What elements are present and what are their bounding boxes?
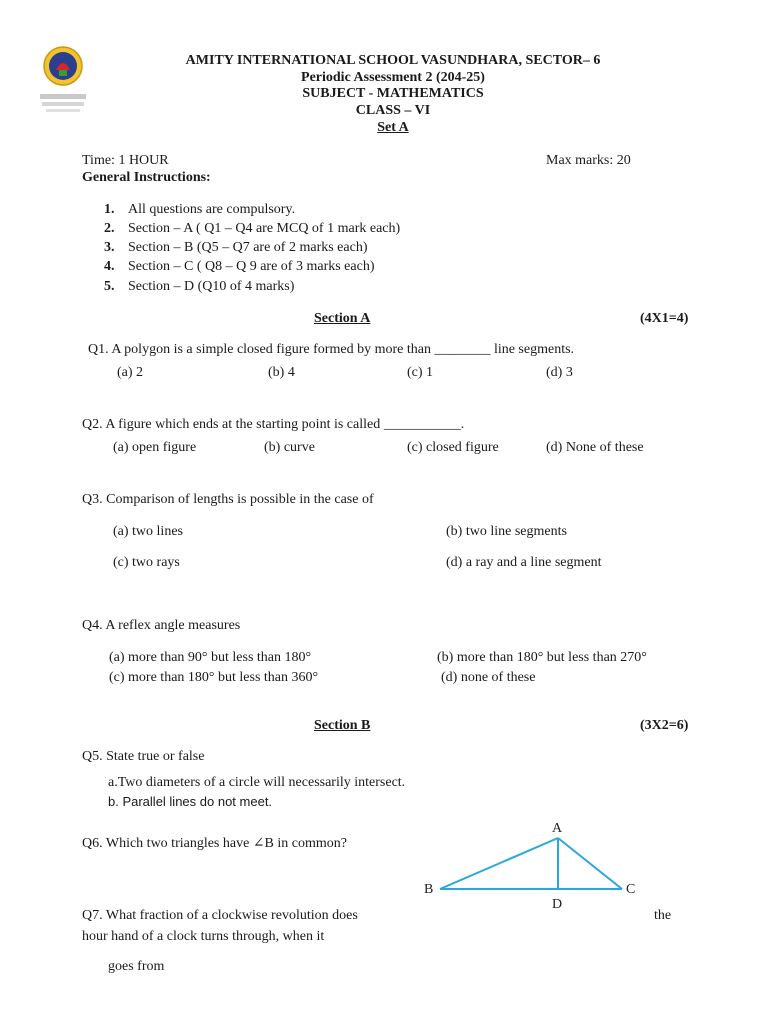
statement-b: b. Parallel lines do not meet. bbox=[108, 794, 273, 809]
question-7-line-1: Q7. What fraction of a clockwise revolution does bbox=[82, 908, 358, 923]
option: (b) two line segments bbox=[446, 524, 567, 539]
vertex-label-d: D bbox=[552, 897, 563, 912]
list-item: All questions are compulsory. bbox=[128, 202, 296, 217]
option: (c) 1 bbox=[407, 365, 434, 380]
max-marks-label: Max marks: 20 bbox=[546, 153, 631, 168]
option: (d) None of these bbox=[546, 440, 644, 455]
question-2: Q2. A figure which ends at the starting point is called ___________. bbox=[82, 417, 465, 432]
list-item: Section – A ( Q1 – Q4 are MCQ of 1 mark each) bbox=[128, 221, 401, 236]
side-ab bbox=[440, 838, 558, 889]
option: (b) curve bbox=[264, 440, 315, 455]
list-item-number: 1. bbox=[104, 202, 115, 217]
vertex-label-c: C bbox=[626, 882, 636, 897]
list-item: Section – D (Q10 of 4 marks) bbox=[128, 279, 295, 294]
side-ac bbox=[558, 838, 622, 889]
option: (d) 3 bbox=[546, 365, 573, 380]
question-7-line-3: goes from bbox=[108, 959, 165, 974]
question-3: Q3. Comparison of lengths is possible in the case of bbox=[82, 492, 374, 507]
option: (b) 4 bbox=[268, 365, 295, 380]
list-item: Section – C ( Q8 – Q 9 are of 3 marks each) bbox=[128, 259, 375, 274]
instructions-title: General Instructions: bbox=[82, 170, 211, 185]
list-item-number: 3. bbox=[104, 240, 115, 255]
list-item-number: 4. bbox=[104, 259, 115, 274]
question-6: Q6. Which two triangles have ∠B in common? bbox=[82, 836, 347, 851]
section-b-marks: (3X2=6) bbox=[640, 718, 689, 733]
option: (d) none of these bbox=[441, 670, 536, 685]
option: (a) two lines bbox=[113, 524, 183, 539]
class-title: CLASS – VI bbox=[355, 103, 431, 118]
list-item-number: 5. bbox=[104, 279, 115, 294]
option: (c) two rays bbox=[113, 555, 180, 570]
option: (c) more than 180° but less than 360° bbox=[109, 670, 319, 685]
assessment-title: Periodic Assessment 2 (204-25) bbox=[301, 70, 485, 85]
subject-title: SUBJECT - MATHEMATICS bbox=[302, 86, 484, 101]
vertex-label-b: B bbox=[424, 882, 434, 897]
school-name: AMITY INTERNATIONAL SCHOOL VASUNDHARA, SECTOR– 6 bbox=[185, 53, 601, 68]
statement-a: a.Two diameters of a circle will necessarily intersect. bbox=[108, 775, 406, 790]
list-item: Section – B (Q5 – Q7 are of 2 marks each) bbox=[128, 240, 368, 255]
question-4: Q4. A reflex angle measures bbox=[82, 618, 241, 633]
option: (a) 2 bbox=[117, 365, 144, 380]
section-a-marks: (4X1=4) bbox=[640, 311, 689, 326]
option: (b) more than 180° but less than 270° bbox=[437, 650, 647, 665]
triangle-figure bbox=[418, 814, 648, 914]
question-7-line-2: hour hand of a clock turns through, when it bbox=[82, 929, 325, 944]
section-b-title: Section B bbox=[314, 718, 371, 733]
option: (a) more than 90° but less than 180° bbox=[109, 650, 312, 665]
question-7-line-1-end: the bbox=[654, 908, 672, 923]
option: (a) open figure bbox=[113, 440, 197, 455]
list-item-number: 2. bbox=[104, 221, 115, 236]
option: (d) a ray and a line segment bbox=[446, 555, 602, 570]
vertex-label-a: A bbox=[552, 821, 563, 836]
set-title: Set A bbox=[377, 120, 409, 135]
time-label: Time: 1 HOUR bbox=[82, 153, 169, 168]
question-5: Q5. State true or false bbox=[82, 749, 205, 764]
question-1: Q1. A polygon is a simple closed figure formed by more than ________ line segments. bbox=[88, 342, 575, 357]
option: (c) closed figure bbox=[407, 440, 499, 455]
section-a-title: Section A bbox=[314, 311, 371, 326]
